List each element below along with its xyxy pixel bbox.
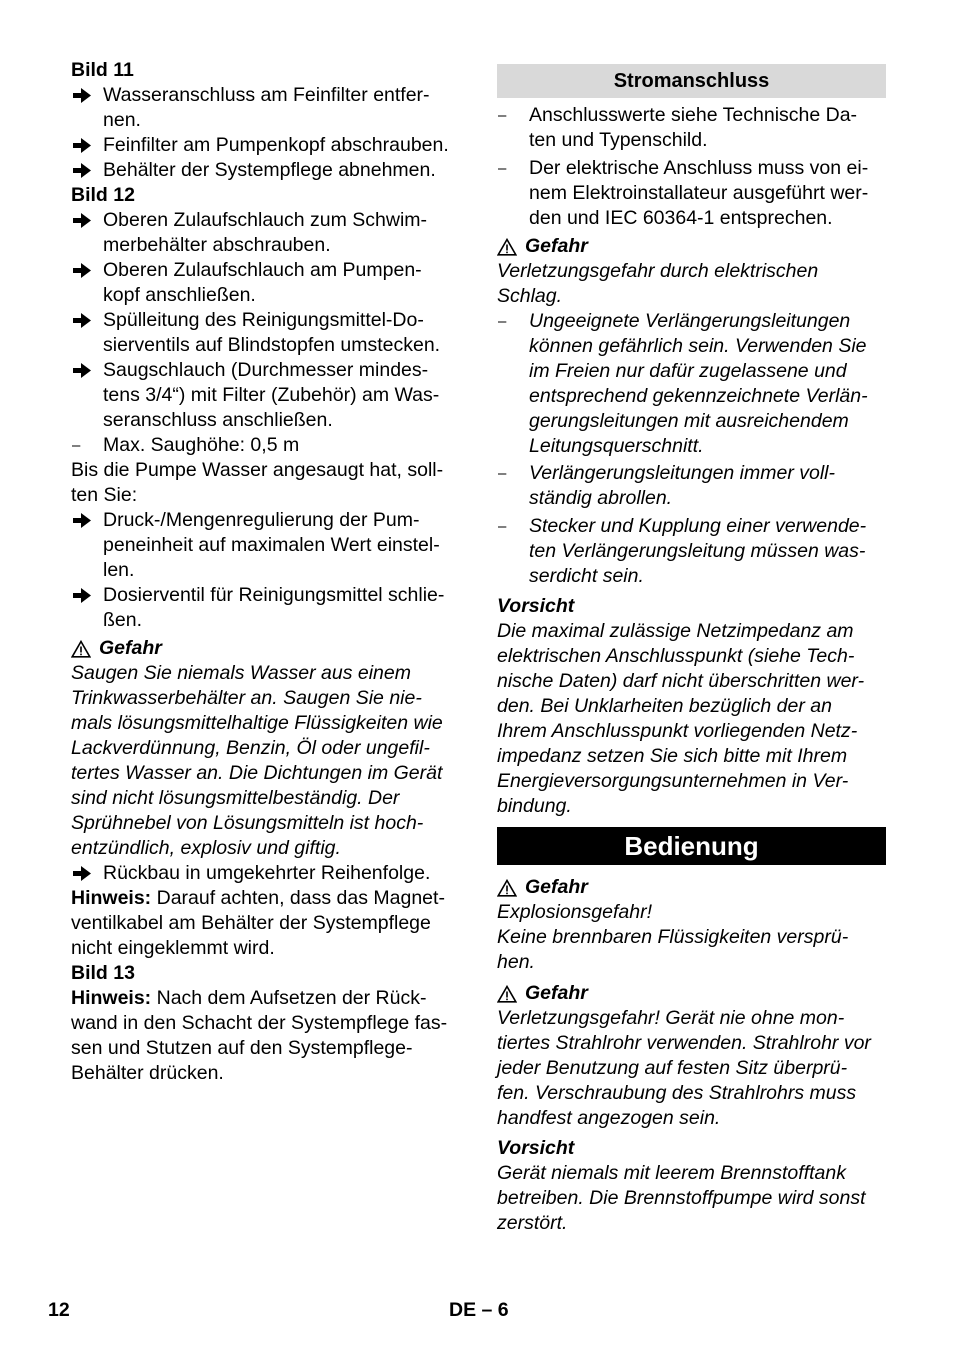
- dash-item: [497, 514, 886, 589]
- arrow-right-icon: [71, 308, 103, 333]
- caution-line: Ihrem Anschlusspunkt vorliegenden Netz-: [497, 720, 858, 742]
- warning-label: Gefahr: [99, 637, 162, 659]
- step-item: [71, 133, 461, 158]
- caution-line: elektrischen Anschlusspunkt (siehe Tech-: [497, 645, 855, 667]
- step-item: [71, 358, 461, 433]
- warning-line: Lackverdünnung, Benzin, Öl oder ungefil-: [71, 737, 430, 759]
- caution-line: den. Bei Unklarheiten bezüglich der an: [497, 695, 832, 717]
- caution-line: Die maximal zulässige Netzimpedanz am: [497, 620, 854, 642]
- dash-text: ständig abrollen.: [529, 487, 673, 509]
- arrow-right-icon: [71, 258, 103, 283]
- step-item: [71, 861, 461, 886]
- step-item: [71, 308, 461, 358]
- dash-bullet: –: [498, 518, 507, 535]
- step-text: ßen.: [103, 609, 143, 631]
- dash-bullet: –: [498, 160, 507, 177]
- dash-bullet: –: [72, 437, 81, 454]
- warning-line: Verletzungsgefahr durch elektrischen: [497, 260, 819, 282]
- arrow-right-icon: [71, 583, 103, 608]
- note-line: Darauf achten, dass das Magnet-: [151, 887, 445, 909]
- dash-item: [497, 156, 886, 231]
- dash-item: [497, 103, 886, 153]
- caution-text: [497, 619, 886, 819]
- note-paragraph: [71, 886, 461, 961]
- warning-heading: [71, 636, 461, 661]
- step-text: Rückbau in umgekehrter Reihenfolge.: [103, 862, 431, 884]
- warning-text: [497, 1006, 886, 1131]
- dash-text: ten und Typenschild.: [529, 129, 708, 151]
- figure-heading-bild-11: Bild 11: [71, 59, 134, 81]
- right-column: [497, 64, 886, 1236]
- step-text: nen.: [103, 109, 141, 131]
- caution-line: impedanz setzen Sie sich bitte mit Ihrem: [497, 745, 848, 767]
- step-text: Behälter der Systempflege abnehmen.: [103, 159, 436, 181]
- step-item: [71, 83, 461, 133]
- warning-line: Saugen Sie niemals Wasser aus einem: [71, 662, 411, 684]
- caution-line: zerstört.: [497, 1212, 568, 1234]
- caution-label: Vorsicht: [497, 595, 575, 617]
- section-heading-bedienung: Bedienung: [497, 827, 886, 865]
- dash-text: Max. Saughöhe: 0,5 m: [103, 434, 300, 456]
- warning-heading: [497, 875, 886, 900]
- note-line: Behälter drücken.: [71, 1062, 224, 1084]
- dash-text: entsprechend gekennzeichnete Verlän-: [529, 385, 868, 407]
- warning-line: entzündlich, explosiv und giftig.: [71, 837, 341, 859]
- step-text: Druck-/Mengenregulierung der Pum-: [103, 509, 420, 531]
- caution-line: nische Daten) darf nicht überschritten wer-: [497, 670, 865, 692]
- note-line: wand in den Schacht der Systempflege fas-: [71, 1012, 448, 1034]
- step-item: [71, 583, 461, 633]
- warning-heading: [497, 234, 886, 259]
- figure-heading-bild-12: Bild 12: [71, 184, 135, 206]
- step-text: seranschluss anschließen.: [103, 409, 333, 431]
- dash-text: Der elektrische Anschluss muss von ei-: [529, 157, 869, 179]
- dash-text: im Freien nur dafür zugelassene und: [529, 360, 847, 382]
- note-label: Hinweis:: [71, 987, 152, 1009]
- dash-text: nem Elektroinstallateur ausgeführt wer-: [529, 182, 869, 204]
- dash-text: den und IEC 60364-1 entsprechen.: [529, 207, 833, 229]
- warning-line: handfest angezogen sein.: [497, 1107, 721, 1129]
- arrow-right-icon: [71, 133, 103, 158]
- caution-line: Gerät niemals mit leerem Brennstofftank: [497, 1162, 846, 1184]
- dash-text: gerungsleitungen mit ausreichendem: [529, 410, 849, 432]
- dash-item: [497, 309, 886, 459]
- note-line: sen und Stutzen auf den Systempflege-: [71, 1037, 413, 1059]
- page-number: 12: [48, 1299, 70, 1321]
- dash-text: Ungeeignete Verlängerungsleitungen: [529, 310, 851, 332]
- note-line: ventilkabel am Behälter der Systempflege: [71, 912, 431, 934]
- dash-text: Verlängerungsleitungen immer voll-: [529, 462, 836, 484]
- warning-line: Keine brennbaren Flüssigkeiten versprü-: [497, 926, 849, 948]
- paragraph-line: Bis die Pumpe Wasser angesaugt hat, soll-: [71, 459, 444, 481]
- arrow-right-icon: [71, 83, 103, 108]
- arrow-right-icon: [71, 358, 103, 383]
- step-text: Oberen Zulaufschlauch am Pumpen-: [103, 259, 422, 281]
- step-item: [71, 208, 461, 258]
- warning-triangle-icon: [71, 640, 91, 658]
- section-heading-stromanschluss: Stromanschluss: [497, 64, 886, 98]
- arrow-right-icon: [71, 208, 103, 233]
- warning-text: [71, 661, 461, 861]
- step-text: sierventils auf Blindstopfen umstecken.: [103, 334, 441, 356]
- step-text: tens 3/4“) mit Filter (Zubehör) am Was-: [103, 384, 440, 406]
- step-text: merbehälter abschrauben.: [103, 234, 331, 256]
- note-line: nicht eingeklemmt wird.: [71, 937, 275, 959]
- warning-line: Trinkwasserbehälter an. Saugen Sie nie-: [71, 687, 422, 709]
- step-text: Feinfilter am Pumpenkopf abschrauben.: [103, 134, 449, 156]
- section-page-label: DE – 6: [449, 1299, 509, 1321]
- warning-line: jeder Benutzung auf festen Sitz überprü-: [497, 1057, 848, 1079]
- warning-line: fen. Verschraubung des Strahlrohrs muss: [497, 1082, 857, 1104]
- step-text: Spülleitung des Reinigungsmittel-Do-: [103, 309, 424, 331]
- warning-heading: [497, 981, 886, 1006]
- warning-line: tiertes Strahlrohr verwenden. Strahlrohr vor: [497, 1032, 871, 1054]
- caution-line: Energieversorgungsunternehmen in Ver-: [497, 770, 849, 792]
- arrow-right-icon: [71, 158, 103, 183]
- warning-text: [497, 900, 886, 975]
- step-text: kopf anschließen.: [103, 284, 256, 306]
- note-line: Nach dem Aufsetzen der Rück-: [151, 987, 427, 1009]
- caution-line: bindung.: [497, 795, 572, 817]
- warning-triangle-icon: [497, 238, 517, 256]
- warning-line: mals lösungsmittelhaltige Flüssigkeiten wie: [71, 712, 443, 734]
- dash-text: können gefährlich sein. Verwenden Sie: [529, 335, 867, 357]
- paragraph-line: ten Sie:: [71, 484, 138, 506]
- dash-bullet: –: [498, 465, 507, 482]
- dash-item: [71, 433, 461, 458]
- dash-bullet: –: [498, 107, 507, 124]
- warning-label: Gefahr: [525, 876, 588, 898]
- step-item: [71, 508, 461, 583]
- warning-line: Schlag.: [497, 285, 563, 307]
- paragraph: [71, 458, 461, 508]
- warning-line: Sprühnebel von Lösungsmitteln ist hoch-: [71, 812, 424, 834]
- step-text: peneinheit auf maximalen Wert einstel-: [103, 534, 440, 556]
- warning-line: tertes Wasser an. Die Dichtungen im Gerät: [71, 762, 443, 784]
- dash-text: Stecker und Kupplung einer verwende-: [529, 515, 867, 537]
- note-paragraph: [71, 986, 461, 1086]
- figure-heading-bild-13: Bild 13: [71, 962, 135, 984]
- dash-bullet: –: [498, 313, 507, 330]
- step-text: Dosierventil für Reinigungsmittel schlie-: [103, 584, 445, 606]
- arrow-right-icon: [71, 508, 103, 533]
- step-text: len.: [103, 559, 135, 581]
- step-text: Oberen Zulaufschlauch zum Schwim-: [103, 209, 428, 231]
- left-column: [71, 58, 461, 1086]
- caution-line: betreiben. Die Brennstoffpumpe wird sonst: [497, 1187, 866, 1209]
- dash-text: Anschlusswerte siehe Technische Da-: [529, 104, 858, 126]
- step-text: Wasseranschluss am Feinfilter entfer-: [103, 84, 430, 106]
- step-item: [71, 258, 461, 308]
- warning-triangle-icon: [497, 985, 517, 1003]
- dash-text: ten Verlängerungsleitung müssen was-: [529, 540, 866, 562]
- warning-line: Verletzungsgefahr! Gerät nie ohne mon-: [497, 1007, 845, 1029]
- dash-item: [497, 461, 886, 511]
- warning-label: Gefahr: [525, 235, 588, 257]
- warning-label: Gefahr: [525, 982, 588, 1004]
- step-text: Saugschlauch (Durchmesser mindes-: [103, 359, 429, 381]
- arrow-right-icon: [71, 861, 103, 886]
- warning-text: [497, 259, 886, 309]
- caution-label: Vorsicht: [497, 1137, 575, 1159]
- caution-text: [497, 1161, 886, 1236]
- note-label: Hinweis:: [71, 887, 152, 909]
- warning-line: Explosionsgefahr!: [497, 901, 653, 923]
- dash-text: serdicht sein.: [529, 565, 644, 587]
- warning-line: sind nicht lösungsmittelbeständig. Der: [71, 787, 400, 809]
- dash-text: Leitungsquerschnitt.: [529, 435, 704, 457]
- warning-triangle-icon: [497, 879, 517, 897]
- warning-line: hen.: [497, 951, 535, 973]
- step-item: [71, 158, 461, 183]
